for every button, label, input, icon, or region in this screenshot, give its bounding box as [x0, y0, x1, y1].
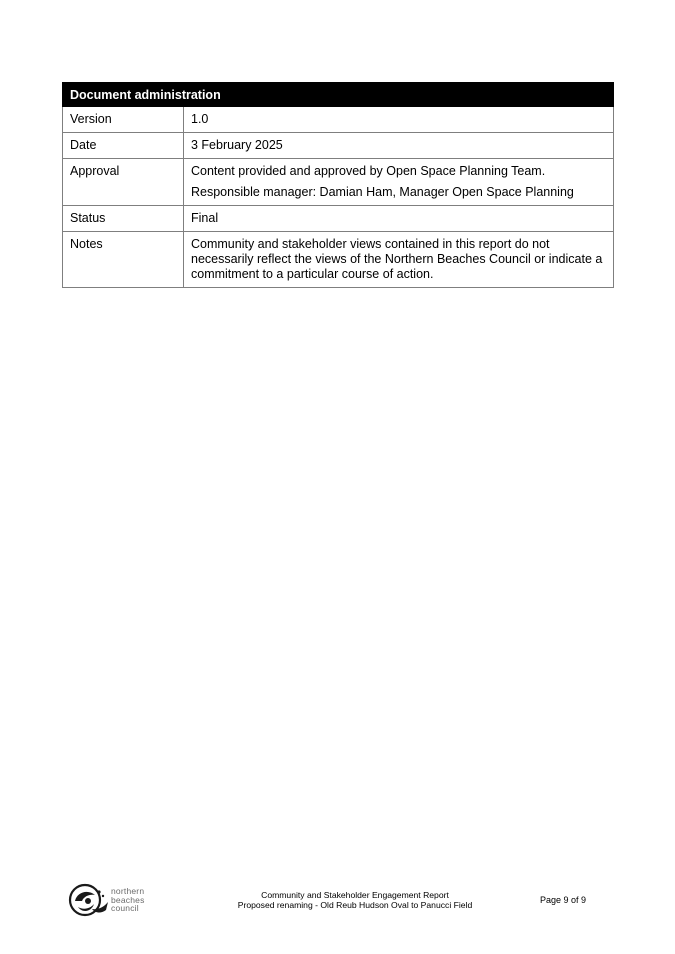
report-subtitle: Proposed renaming - Old Reub Hudson Oval to Panucci Field: [237, 900, 473, 910]
logo-text: [111, 887, 145, 913]
row-label: Status: [63, 206, 184, 232]
row-value: [184, 232, 614, 288]
row-value-line: Final: [191, 211, 219, 225]
row-label: Date: [63, 133, 184, 159]
row-label: Notes: [63, 232, 184, 288]
table-header-row: [63, 83, 614, 107]
row-value-line: Responsible manager: Damian Ham, Manager Open Space Planning: [191, 185, 574, 199]
table-title: Document administration: [63, 83, 614, 107]
page-footer: [0, 874, 675, 924]
table-row-approval: [63, 159, 614, 206]
row-value: [184, 107, 614, 133]
report-title: Community and Stakeholder Engagement Report: [261, 890, 449, 900]
row-value-line: 1.0: [191, 112, 209, 126]
row-label: Version: [63, 107, 184, 133]
row-value: [184, 133, 614, 159]
table-row-status: [63, 206, 614, 232]
logo-text-line: northern: [111, 886, 145, 896]
council-logo: [68, 880, 158, 920]
row-value: [184, 206, 614, 232]
footer-report-title: [200, 890, 510, 910]
page-number: Page 9 of 9: [540, 895, 587, 905]
table-row-notes: [63, 232, 614, 288]
logo-text-line: beaches: [111, 894, 145, 905]
table-row-version: [63, 107, 614, 133]
row-value-line: Community and stakeholder views contained in this report do not necessarily reflect the views of the Northern Beaches Council or indicate a commitment to a particular course of action.: [191, 237, 603, 281]
table-row-date: [63, 133, 614, 159]
row-value: [184, 159, 614, 206]
row-value-line: Content provided and approved by Open Space Planning Team.: [191, 164, 546, 178]
row-value-line: 3 February 2025: [191, 138, 283, 152]
document-administration-table: [62, 82, 614, 288]
northern-beaches-council-logo-icon: [68, 880, 110, 920]
row-label: Approval: [63, 159, 184, 206]
logo-text-line: council: [111, 903, 139, 913]
